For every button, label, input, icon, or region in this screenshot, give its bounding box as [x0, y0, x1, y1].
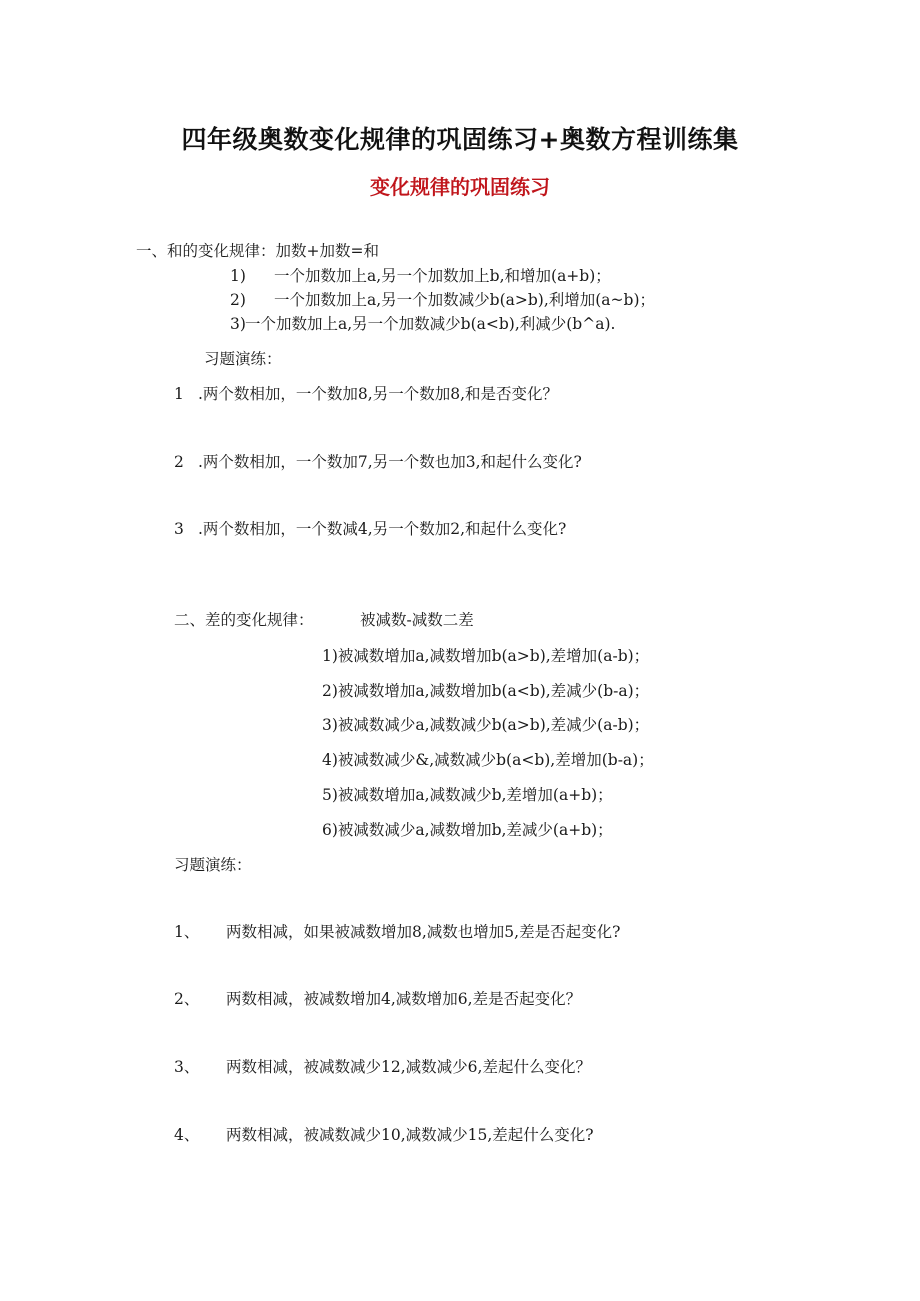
sum-rule-heading: 一、和的变化规律：加数+加数=和 [136, 242, 379, 260]
difference-rule-item: 4)被减数减少&,减数减少b(a<b),差增加(b-a)； [322, 751, 654, 769]
sum-rule-text: 一个加数加上a,另一个加数减少b(a<b),利减少(b^a). [245, 315, 616, 333]
question-number: 3 [174, 520, 184, 538]
practice-label: 习题演练： [204, 350, 282, 368]
difference-rule-item: 5)被减数增加a,减数减少b,差增加(a+b)； [322, 786, 613, 804]
question-text: 两数相减，如果被减数增加8,减数也增加5,差是否起变化? [226, 923, 621, 941]
sum-rule-text: 一个加数加上a,另一个加数加上b,和增加(a+b)； [274, 267, 611, 285]
sum-rule-number: 3) [230, 315, 246, 333]
question-text: .两个数相加，一个数加8,另一个数加8,和是否变化？ [198, 385, 559, 403]
question-text: 两数相减，被减数增加4,减数增加6,差是否起变化？ [226, 990, 582, 1008]
section-subtitle: 变化规律的巩固练习 [370, 175, 550, 199]
question-number: 1 [174, 385, 184, 403]
sum-rule-number: 1) [230, 267, 246, 285]
question-text: 两数相减，被减数减少12,减数减少6,差起什么变化？ [226, 1058, 591, 1076]
difference-formula: 被减数-减数二差 [360, 611, 474, 629]
difference-rule-item: 6)被减数减少a,减数增加b,差减少(a+b)； [322, 821, 613, 839]
sum-rule-number: 2) [230, 291, 246, 309]
difference-rule-item: 2)被减数增加a,减数增加b(a<b),差减少(b-a)； [322, 682, 650, 700]
question-text: .两个数相加，一个数加7,另一个数也加3,和起什么变化? [198, 453, 582, 471]
sum-rule-text: 一个加数加上a,另一个加数减少b(a>b),利增加(a~b)； [274, 291, 656, 309]
question-text: 两数相减，被减数减少10,减数减少15,差起什么变化? [226, 1126, 594, 1144]
question-number: 1、 [174, 923, 200, 941]
difference-rule-item: 1)被减数增加a,减数增加b(a>b),差增加(a-b)； [322, 647, 650, 665]
question-number: 2 [174, 453, 184, 471]
question-number: 3、 [174, 1058, 200, 1076]
question-number: 4、 [174, 1126, 200, 1144]
difference-rule-heading: 二、差的变化规律： [174, 611, 314, 629]
document-title: 四年级奥数变化规律的巩固练习+奥数方程训练集 [181, 125, 739, 154]
difference-rule-item: 3)被减数减少a,减数减少b(a>b),差减少(a-b)； [322, 716, 650, 734]
practice-label: 习题演练： [174, 856, 252, 874]
question-text: .两个数相加，一个数减4,另一个数加2,和起什么变化? [198, 520, 567, 538]
question-number: 2、 [174, 990, 200, 1008]
